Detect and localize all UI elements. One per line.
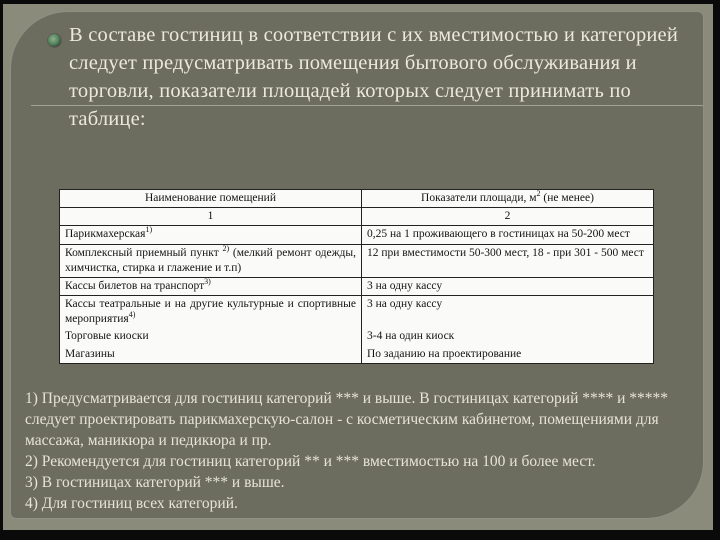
norms-table bbox=[59, 189, 654, 364]
room-name-cell bbox=[60, 226, 362, 244]
table-header-name: Наименование помещений bbox=[60, 190, 362, 208]
table-row bbox=[60, 226, 654, 244]
footnote-ref: 1) bbox=[145, 225, 153, 235]
room-name: Кассы театральные и на другие культурные и спортивные мероприятия bbox=[65, 298, 356, 326]
table-row bbox=[60, 296, 654, 329]
footnote-1: 1) Предусматривается для гостиниц категорий *** и выше. В гостиницах категорий **** и ***** следует проектировать парикмахерскую-салон - с косметическим кабинетом, помещениями для массажа, маникюра и педикюра и пр. bbox=[25, 390, 669, 449]
area-value-cell: 0,25 на 1 проживающего в гостиницах на 50-200 мест bbox=[362, 226, 654, 244]
room-name-cell: Магазины bbox=[65, 347, 115, 360]
slide-title: В составе гостиниц в соответствии с их вместимостью и категорией следует предусматривать помещения бытового обслуживания и торговли, показатели площадей которых следует принимать по таблице: bbox=[69, 24, 679, 130]
room-name: Комплексный приемный пункт bbox=[65, 246, 219, 259]
room-name-cell bbox=[60, 277, 362, 295]
room-name: Парикмахерская bbox=[65, 228, 146, 241]
footnote-3: 3) В гостиницах категорий *** и выше. bbox=[25, 474, 285, 491]
room-name-rest: (мелкий ремонт одежды, химчистка, стирка и глажение и т.п) bbox=[65, 246, 356, 274]
table-header-area bbox=[362, 190, 654, 208]
table-header-area-rest: (не менее) bbox=[540, 192, 594, 204]
room-name-cell: Торговые киоски bbox=[65, 330, 149, 343]
table-number-col2: 2 bbox=[362, 208, 654, 226]
area-value-cell: 3 на одну кассу bbox=[362, 277, 654, 295]
area-value-cell: По заданию на проектирование bbox=[362, 346, 654, 364]
table-number-row bbox=[60, 208, 654, 226]
table-row bbox=[60, 328, 654, 345]
room-name-cell bbox=[60, 296, 362, 329]
area-value-cell: 3 на одну кассу bbox=[362, 296, 654, 329]
slide-content-panel bbox=[10, 11, 704, 519]
area-value-cell: 3-4 на один киоск bbox=[362, 328, 654, 345]
table-row bbox=[60, 244, 654, 277]
title-divider bbox=[31, 105, 703, 106]
footnote-2: 2) Рекомендуется для гостиниц категорий ** и *** вместимостью на 100 и более мест. bbox=[25, 453, 596, 470]
room-name-cell bbox=[60, 244, 362, 277]
table-number-col1: 1 bbox=[60, 208, 362, 226]
area-value-cell: 12 при вместимости 50-300 мест, 18 - при 301 - 500 мест bbox=[362, 244, 654, 277]
footnotes-block bbox=[25, 388, 701, 514]
footnote-4: 4) Для гостиниц всех категорий. bbox=[25, 495, 238, 512]
table-header-row bbox=[60, 190, 654, 208]
table-header-area-base: Показатели площади, м bbox=[421, 192, 537, 204]
footnote-ref: 3) bbox=[204, 277, 211, 287]
table-header-area-sup: 2 bbox=[536, 189, 541, 199]
footnote-ref: 2) bbox=[222, 243, 230, 253]
table-row bbox=[60, 277, 654, 295]
footnote-ref: 4) bbox=[128, 310, 136, 320]
table-row bbox=[60, 346, 654, 364]
room-name: Кассы билетов на транспорт bbox=[65, 279, 205, 292]
bullet-icon bbox=[48, 34, 61, 47]
